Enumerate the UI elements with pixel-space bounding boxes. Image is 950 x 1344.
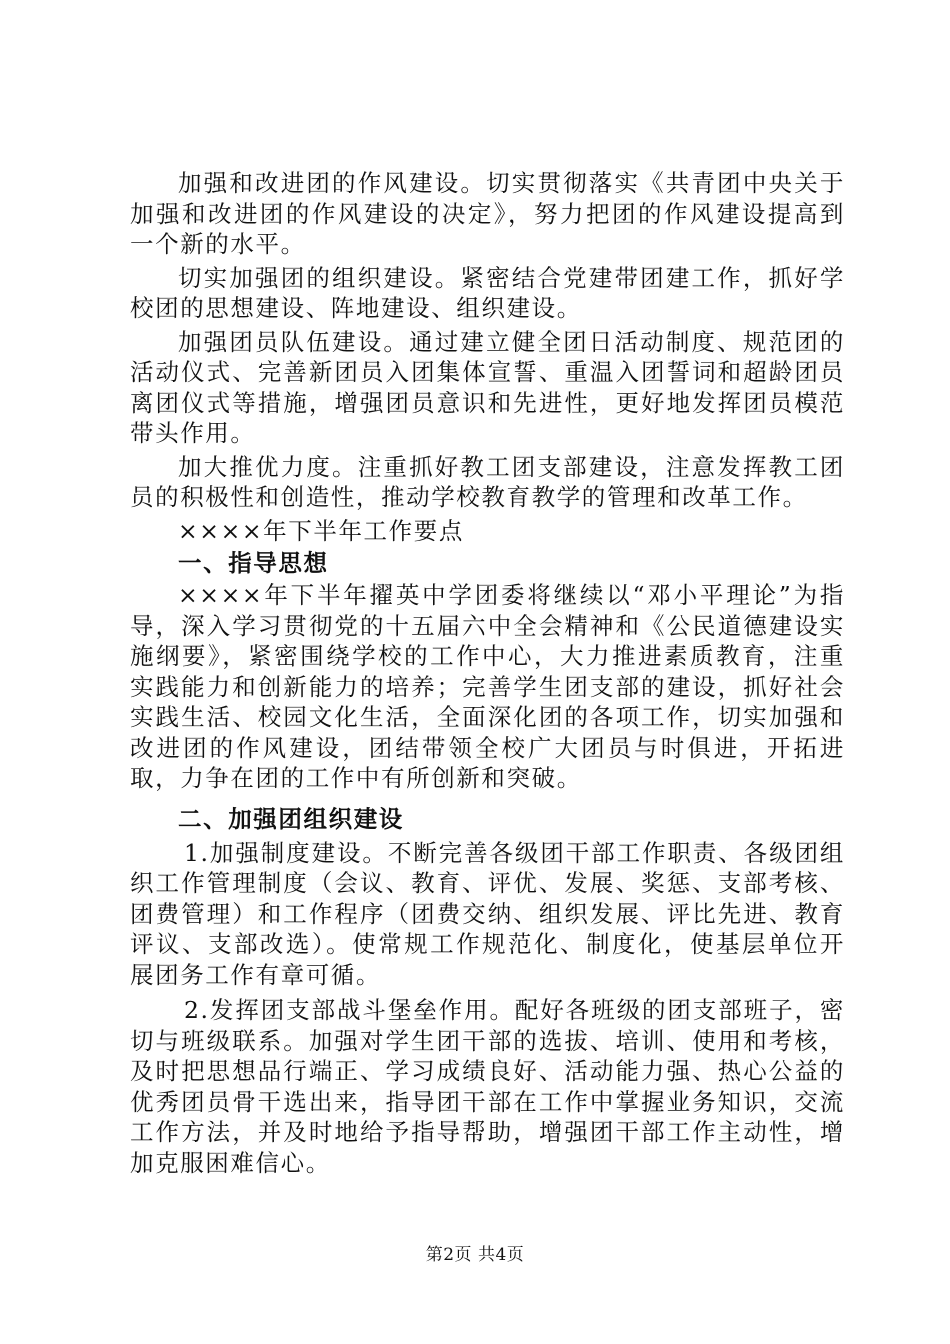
paragraph-recommendation: 加大推优力度。注重抓好教工团支部建设，注意发挥教工团员的积极性和创造性，推动学校教育教学的管理和改革工作。 (130, 452, 845, 511)
section-heading-guiding-ideology: 一、指导思想 (178, 549, 329, 577)
paragraph-organization-building: 切实加强团的组织建设。紧密结合党建带团建工作，抓好学校团的思想建设、阵地建设、组织建设。 (130, 263, 845, 322)
page-number-footer: 第2页 共4页 (425, 1245, 525, 1265)
section-heading-organization: 二、加强团组织建设 (178, 804, 404, 833)
paragraph-guiding-ideology: ××××年下半年擢英中学团委将继续以“邓小平理论”为指导，深入学习贯彻党的十五届六中全会精神和《公民道德建设实施纲要》，紧密围绕学校的工作中心，大力推进素质教育，注重实践能力和创新能力的培养；完善学生团支部的建设，抓好社会实践生活、校园文化生活，全面深化团的各项工作，切实加强和改进团的作风建设，团结带领全校广大团员与时俱进，开拓进取，力争在团的工作中有所创新和突破。 (130, 581, 845, 792)
work-points-title: ××××年下半年工作要点 (178, 516, 464, 545)
list-item-system-building: 1.加强制度建设。不断完善各级团干部工作职责、各级团组织工作管理制度（会议、教育、评优、发展、奖惩、支部考核、团费管理）和工作程序（团费交纳、组织发展、评比先进、教育评议、支部改选）。使常规工作规范化、制度化，使基层单位开展团务工作有章可循。 (130, 838, 845, 989)
document-body (130, 168, 845, 1178)
list-item-branch-role: 2.发挥团支部战斗堡垒作用。配好各班级的团支部班子，密切与班级联系。加强对学生团干部的选拔、培训、使用和考核，及时把思想品行端正、学习成绩良好、活动能力强、热心公益的优秀团员骨干选出来，指导团干部在工作中掌握业务知识，交流工作方法，并及时地给予指导帮助，增强团干部工作主动性，增加克服困难信心。 (130, 996, 845, 1177)
paragraph-member-team-building: 加强团员队伍建设。通过建立健全团日活动制度、规范团的活动仪式、完善新团员入团集体宣誓、重温入团誓词和超龄团员离团仪式等措施，增强团员意识和先进性，更好地发挥团员模范带头作用。 (130, 327, 845, 447)
paragraph-style-building: 加强和改进团的作风建设。切实贯彻落实《共青团中央关于加强和改进团的作风建设的决定》，努力把团的作风建设提高到一个新的水平。 (130, 169, 845, 258)
